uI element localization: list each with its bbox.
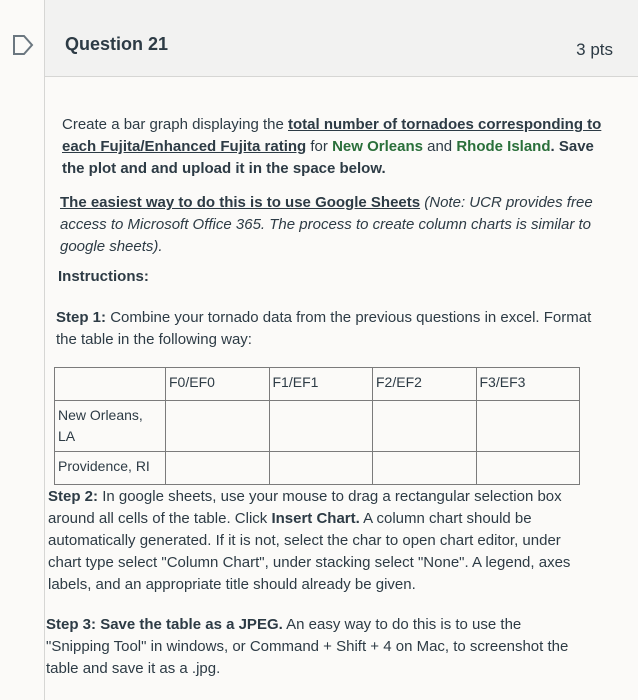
step2-text-b: A column chart should be automatically generated. If it is not, select the char to open chart editor, under chart type select "Column Chart", under stacking select "None". A legend, axes labels, and an appropriate title should already be given.: [48, 510, 571, 593]
step2-text-a: In google sheets, use your mouse to drag a rectangular selection box around all cells of the table. Click: [48, 488, 562, 527]
table-cell: [476, 401, 580, 452]
step3-label: Step 3:: [46, 616, 97, 633]
intro-for: for: [310, 138, 328, 155]
intro-end: . Save the plot and and upload it in the space below.: [62, 138, 594, 177]
question-header: [44, 0, 638, 77]
table-cell: [166, 452, 270, 485]
table-cell: [166, 401, 270, 452]
tip-paragraph: [60, 192, 600, 258]
table-header-cell: F2/EF2: [373, 368, 477, 401]
question-points: 3 pts: [576, 40, 613, 59]
place-new-orleans: New Orleans: [332, 138, 423, 155]
step1-text: Combine your tornado data from the previous questions in excel. Format the table in the following way:: [56, 309, 592, 348]
table-header-cell: [55, 368, 166, 401]
table-row-label: New Orleans, LA: [55, 401, 166, 452]
tip-note: (Note: UCR provides free access to Microsoft Office 365. The process to create column charts is similar to google sheets).: [60, 194, 593, 255]
instructions-heading: Instructions:: [58, 268, 149, 285]
step3-bold-text: Save the table as a JPEG.: [100, 616, 283, 633]
question-title: Question 21: [65, 34, 169, 54]
table-row: [55, 401, 580, 452]
intro-emphasis: total number of tornadoes corresponding to each Fujita/Enhanced Fujita rating: [62, 116, 602, 155]
table-cell: [373, 452, 477, 485]
table-cell: [373, 401, 477, 452]
table-cell: [476, 452, 580, 485]
intro-paragraph: [62, 114, 602, 180]
table-row-label: Providence, RI: [55, 452, 166, 485]
table-header-cell: F0/EF0: [166, 368, 270, 401]
table-row: [55, 452, 580, 485]
table-cell: [269, 452, 373, 485]
step2-label: Step 2:: [48, 488, 99, 505]
place-rhode-island: Rhode Island: [456, 138, 551, 155]
table-header-cell: F3/EF3: [476, 368, 580, 401]
insert-chart-label: Insert Chart.: [271, 510, 360, 527]
flag-question-icon[interactable]: [10, 32, 36, 58]
step3-paragraph: [46, 614, 576, 680]
google-sheets-tip: The easiest way to do this is to use Google Sheets: [60, 194, 421, 211]
step1-paragraph: [56, 307, 596, 351]
intro-text: Create a bar graph displaying the: [62, 116, 284, 133]
format-table: [54, 367, 580, 485]
step2-paragraph: [48, 486, 578, 596]
table-header-cell: F1/EF1: [269, 368, 373, 401]
table-header-row: [55, 368, 580, 401]
intro-and: and: [427, 138, 453, 155]
table-cell: [269, 401, 373, 452]
step1-label: Step 1:: [56, 309, 107, 326]
step3-text: An easy way to do this is to use the "Snipping Tool" in windows, or Command + Shift + 4 on Mac, to screenshot the table and save it as a .jpg.: [46, 616, 569, 677]
